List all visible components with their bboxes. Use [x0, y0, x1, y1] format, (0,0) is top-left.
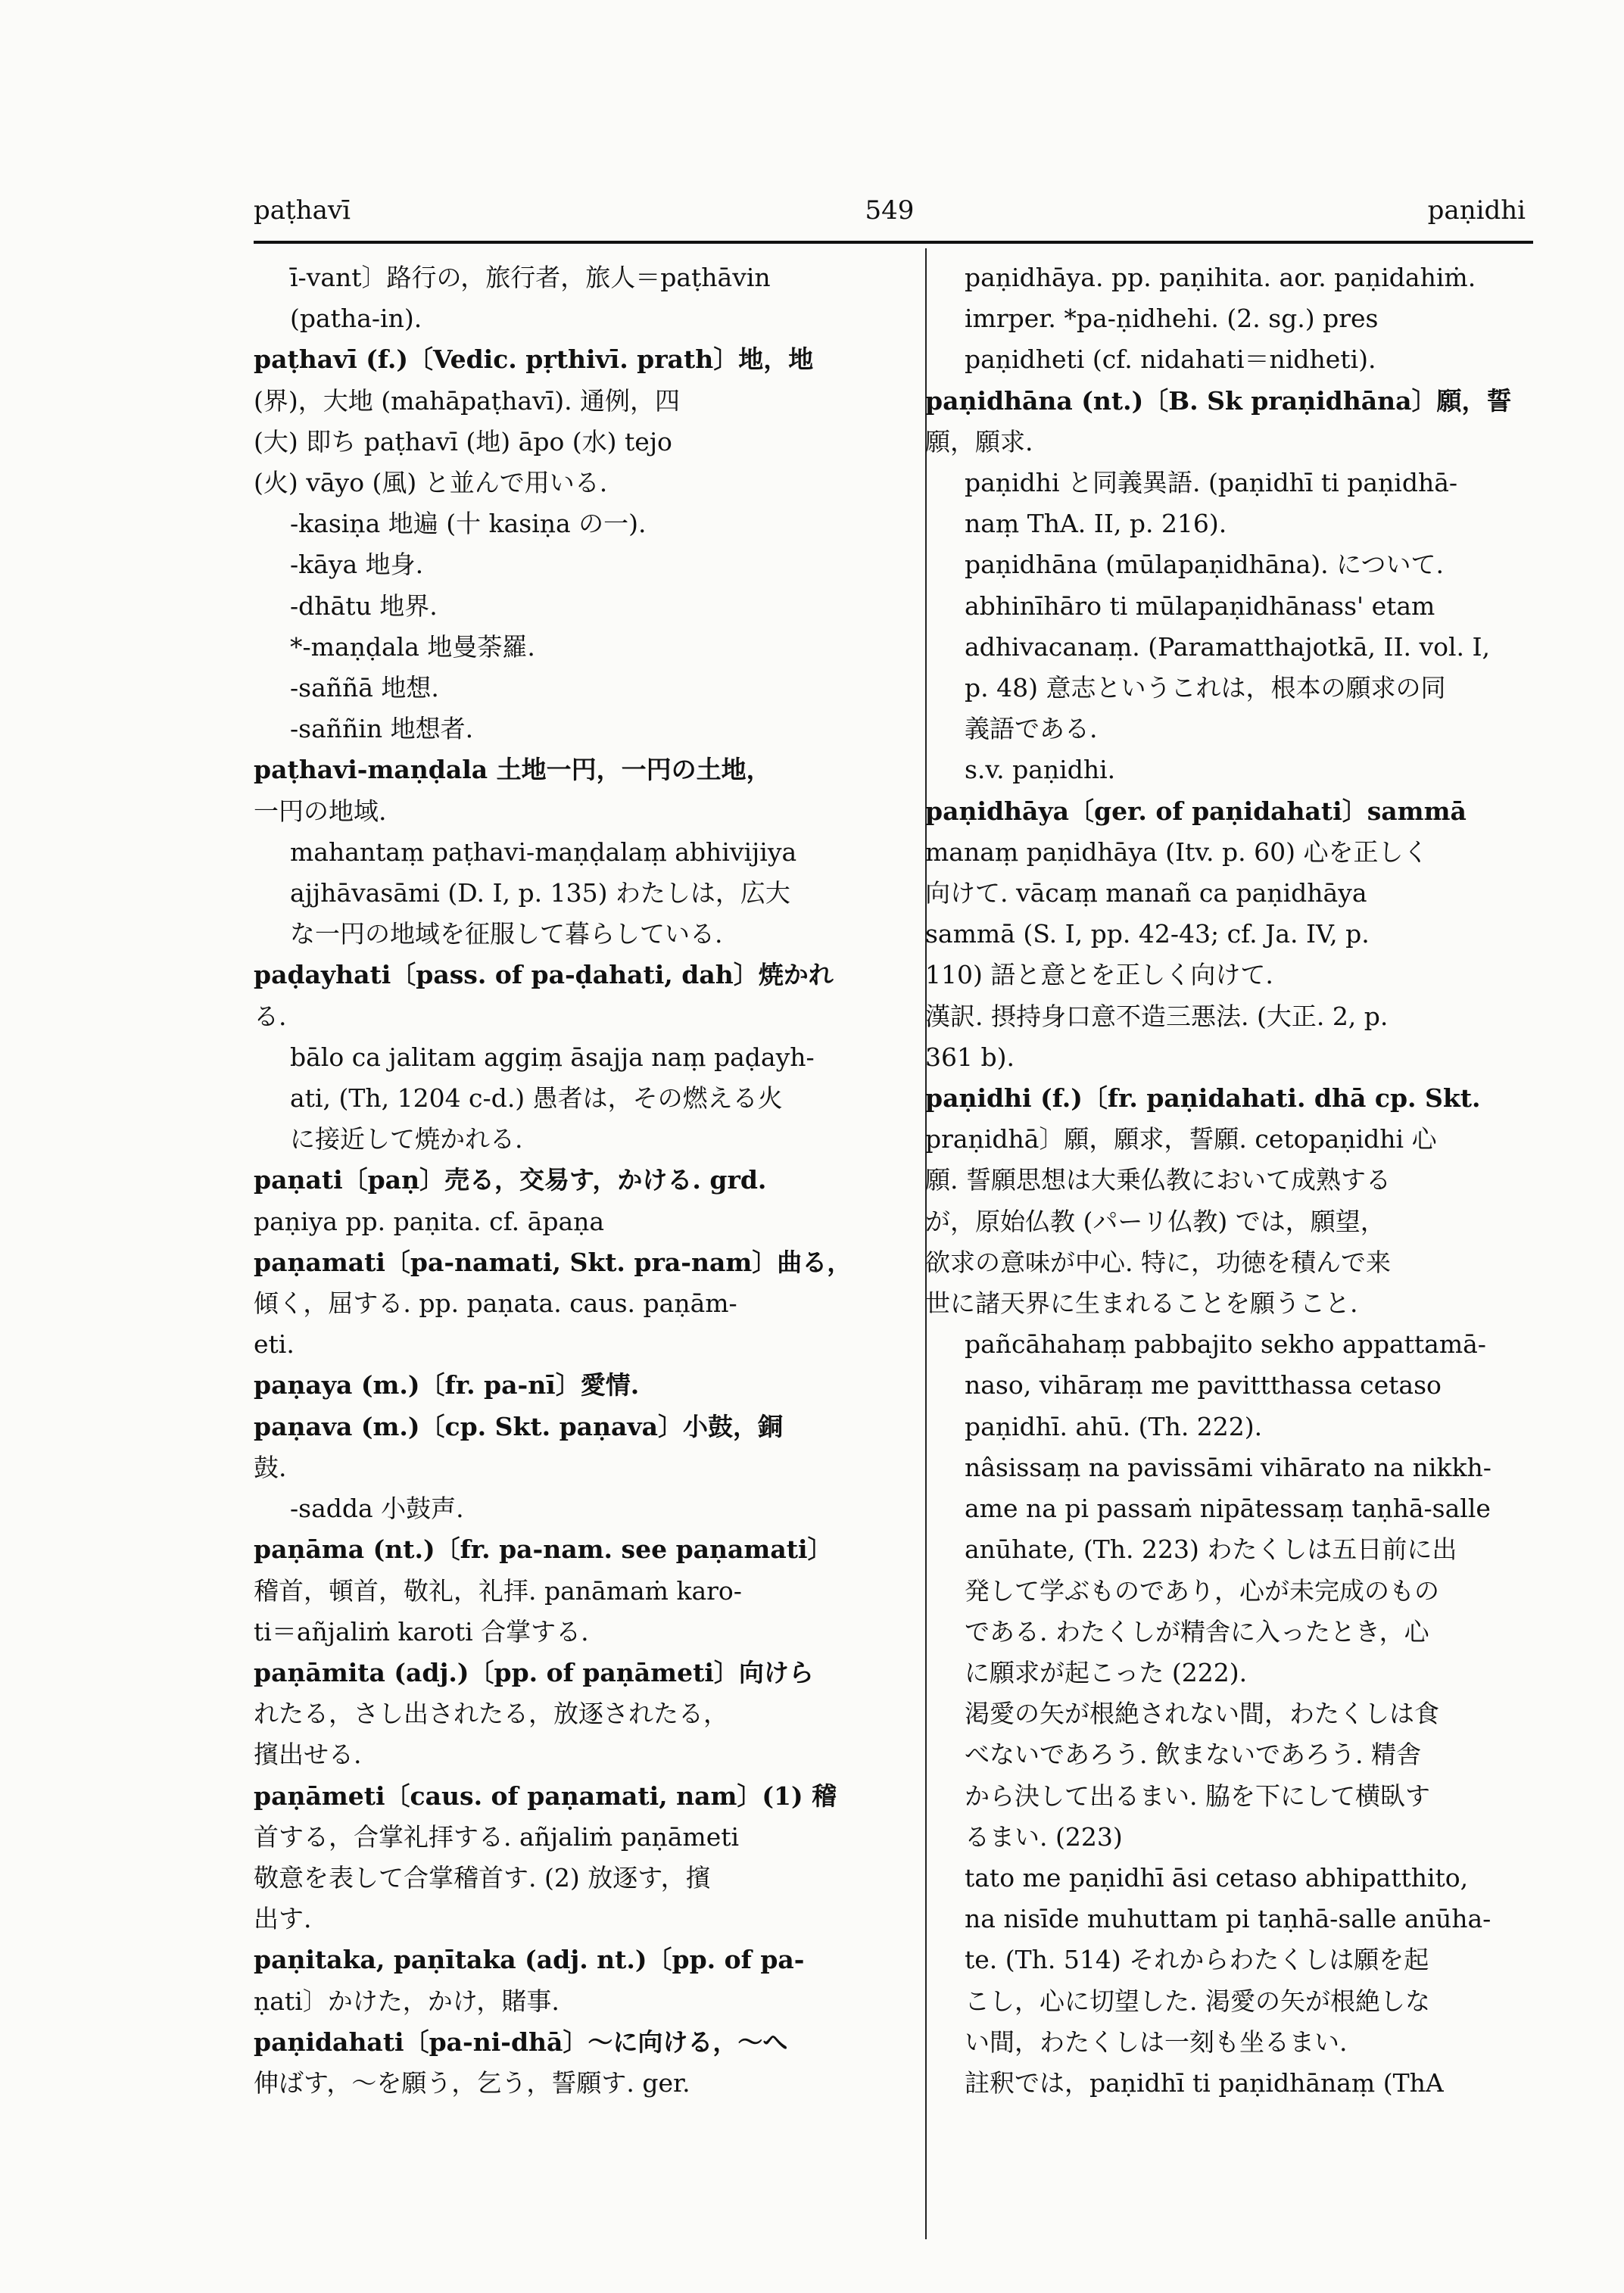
right-column — [925, 257, 1531, 2104]
text-line: *-maṇḍala 地曼荼羅. — [290, 631, 535, 662]
entry-panamati — [254, 1242, 897, 1366]
text-line: に願求が起こった (222). — [965, 1657, 1248, 1687]
text-line: 一円の地域. — [254, 796, 387, 826]
text-line: paṇidhī. ahū. (Th. 222). — [965, 1411, 1263, 1441]
example-pathavi-mandala — [254, 832, 897, 955]
text-line: nâsissaṃ na pavissāmi vihārato na nikkh- — [965, 1452, 1492, 1482]
entry-continuation — [254, 257, 897, 339]
entry-panidahati — [254, 2022, 897, 2104]
text-line: 渇愛の矢が根絶されない間，わたくしは食 — [965, 1699, 1439, 1729]
text-line: べないであろう. 飲まないであろう. 精舎 — [965, 1740, 1421, 1770]
text-line: praṇidhā〕願，願求，誓願. cetopaṇidhi 心 — [925, 1124, 1437, 1154]
text-line: paṇāma (nt.)〔fr. pa-nam. see paṇamati〕 — [254, 1534, 833, 1565]
text-line: こし，心に切望した. 渇愛の矢が根絶しな — [965, 1986, 1430, 2016]
text-line: tato me paṇidhī āsi cetaso abhipatthito, — [965, 1862, 1469, 1893]
entry-panava — [254, 1407, 897, 1488]
text-line: が，原始仏教 (パーリ仏教) では，願望， — [925, 1206, 1386, 1236]
text-line: る. — [254, 1001, 287, 1031]
entry-panamita — [254, 1653, 897, 1776]
text-line: れたる，さし出されたる，放逐されたる， — [254, 1699, 728, 1729]
text-line: naṃ ThA. II, p. 216). — [965, 509, 1227, 539]
text-line: 110) 語と意とを正しく向けて. — [925, 960, 1273, 990]
text-line: から決して出るまい. 脇を下にして横臥す — [965, 1781, 1430, 1811]
text-line: paṇati〔paṇ〕売る，交易す，かける. grd. — [254, 1165, 767, 1195]
left-running-headword: paṭhavī — [254, 195, 351, 226]
text-line: 願，願求. — [925, 426, 1033, 456]
text-line: ti＝añjaliṁ karoti 合掌する. — [254, 1616, 589, 1647]
header-rule — [254, 241, 1533, 244]
text-line: paṇidhāna (mūlapaṇidhāna). について. — [965, 550, 1444, 580]
text-line: pañcāhahaṃ pabbajito sekho appattamā- — [965, 1329, 1486, 1360]
text-line: paṇidheti (cf. nidahati＝nidheti). — [965, 344, 1376, 375]
text-line: 擯出せる. — [254, 1740, 362, 1770]
text-line: paṭhavi-maṇḍala 土地一円，一円の土地， — [254, 755, 771, 785]
text-line: paṭhavī (f.)〔Vedic. pṛthivī. prath〕地，地 — [254, 344, 814, 375]
text-line: s.v. paṇidhi. — [965, 755, 1116, 785]
text-line: paṇidhi (f.)〔fr. paṇidahati. dhā cp. Skt. — [925, 1083, 1481, 1114]
text-line: mahantaṃ paṭhavi-maṇḍalaṃ abhivijiya — [290, 837, 797, 867]
text-line: abhinīhāro ti mūlapaṇidhānass' etam — [965, 590, 1435, 621]
entry-panati — [254, 1160, 897, 1242]
text-line: paṇamati〔pa-namati, Skt. pra-nam〕曲る， — [254, 1247, 853, 1277]
entry-panameti — [254, 1776, 897, 1940]
text-line: 伸ばす，～を願う，乞う，誓願す. ger. — [254, 2067, 690, 2098]
text-line: 註釈では，paṇidhī ti paṇidhānaṃ (ThA — [965, 2067, 1444, 2098]
text-line: te. (Th. 514) それからわたくしは願を起 — [965, 1945, 1429, 1975]
text-line: (火) vāyo (風) と並んで用いる. — [254, 468, 608, 498]
text-line: 傾く，屈する. pp. paṇata. caus. paṇām- — [254, 1288, 737, 1319]
text-line: naso, vihāraṃ me pavittthassa cetaso — [965, 1370, 1442, 1400]
entry-panidhi — [925, 1078, 1531, 1324]
text-line: na nisīde muhuttam pi taṇhā-salle anūha- — [965, 1904, 1492, 1934]
subentry-panava — [254, 1488, 897, 1529]
text-line: anūhate, (Th. 223) わたくしは五日前に出 — [965, 1534, 1457, 1565]
right-running-headword: paṇidhi — [1427, 195, 1526, 226]
text-line: 向けて. vācaṃ manañ ca paṇidhāya — [925, 878, 1367, 908]
text-line: 義語である. — [965, 714, 1098, 744]
text-line: -saññin 地想者. — [290, 714, 474, 744]
text-line: 敬意を表して合掌稽首す. (2) 放逐す，擯 — [254, 1862, 711, 1893]
text-line: い間，わたくしは一刻も坐るまい. — [965, 2027, 1348, 2057]
entry-panama — [254, 1529, 897, 1653]
text-line: である. わたくしが精舎に入ったとき，心 — [965, 1616, 1429, 1647]
text-line: ame na pi passaṁ nipātessaṃ taṇhā-salle — [965, 1494, 1491, 1524]
text-line: 欲求の意味が中心. 特に，功徳を積んで来 — [925, 1247, 1391, 1277]
text-line: な一円の地域を征服して暮らしている. — [290, 919, 723, 949]
entry-panitaka — [254, 1939, 897, 2021]
text-line: -kāya 地身. — [290, 550, 424, 580]
text-line: p. 48) 意志というこれは，根本の願求の同 — [965, 673, 1446, 703]
text-line: paṇidhi と同義異語. (paṇidhī ti paṇidhā- — [965, 468, 1458, 498]
text-line: 首する，合掌礼拝する. añjaliṁ paṇāmeti — [254, 1821, 740, 1852]
page-number: 549 — [865, 195, 915, 226]
text-line: manaṃ paṇidhāya (Itv. p. 60) 心を正しく — [925, 837, 1429, 867]
text-line: paṇidahati〔pa-ni-dhā〕～に向ける，～へ — [254, 2027, 788, 2057]
text-line: 発して学ぶものであり，心が未完成のもの — [965, 1575, 1439, 1606]
text-line: -saññā 地想. — [290, 673, 439, 703]
text-line: paṇitaka, paṇītaka (adj. nt.)〔pp. of pa- — [254, 1945, 805, 1975]
subentries-pathavi — [254, 503, 897, 749]
notes-panidhana — [925, 463, 1531, 791]
text-line: ṇati〕かけた，かけ，賭事. — [254, 1986, 560, 2016]
entry-panaya — [254, 1365, 897, 1406]
text-line: adhivacanaṃ. (Paramatthajotkā, II. vol. I, — [965, 631, 1491, 662]
examples-panidhi — [925, 1324, 1531, 2104]
text-line: imrper. *pa-ṇidhehi. (2. sg.) pres — [965, 304, 1379, 334]
entry-pathavi-mandala — [254, 749, 897, 831]
page-header — [254, 195, 1526, 239]
text-line: paṇidhāna (nt.)〔B. Sk praṇidhāna〕願，誓 — [925, 385, 1512, 416]
text-line: 鼓. — [254, 1452, 287, 1482]
text-line: 稽首，頓首，敬礼，礼拝. panāmaṁ karo- — [254, 1575, 742, 1606]
text-line: ī-vant〕路行の，旅行者，旅人＝paṭhāvin — [290, 263, 771, 292]
left-column — [254, 257, 897, 2104]
text-line: るまい. (223) — [965, 1821, 1123, 1852]
text-line: -dhātu 地界. — [290, 590, 438, 621]
text-line: (patha-in). — [290, 304, 422, 334]
text-line: 世に諸天界に生まれることを願うこと. — [925, 1288, 1358, 1319]
text-line: -kasiṇa 地遍 (十 kasiṇa の一). — [290, 509, 647, 539]
entry-panidhaya — [925, 791, 1531, 1078]
text-line: sammā (S. I, pp. 42-43; cf. Ja. IV, p. — [925, 919, 1370, 949]
text-line: paṇaya (m.)〔fr. pa-nī〕愛情. — [254, 1370, 640, 1400]
entry-pathavi — [254, 339, 897, 503]
text-line: 漢訳. 摂持身口意不造三悪法. (大正. 2, p. — [925, 1001, 1389, 1031]
example-padayhati — [254, 1037, 897, 1161]
text-line: ati, (Th, 1204 c-d.) 愚者は，その燃える火 — [290, 1083, 783, 1114]
text-line: paṇiya pp. paṇita. cf. āpaṇa — [254, 1206, 605, 1236]
text-line: (界)，大地 (mahāpaṭhavī). 通例，四 — [254, 385, 681, 416]
text-line: paṇāmita (adj.)〔pp. of paṇāmeti〕向けら — [254, 1657, 814, 1687]
text-line: 願. 誓願思想は大乗仏教において成熟する — [925, 1165, 1391, 1195]
text-line: paḍayhati〔pass. of pa-ḍahati, dah〕焼かれ — [254, 960, 834, 990]
text-line: -sadda 小鼓声. — [290, 1494, 464, 1524]
text-line: paṇidhāya〔ger. of paṇidahati〕sammā — [925, 796, 1467, 826]
entry-continuation — [925, 257, 1531, 381]
entry-padayhati — [254, 955, 897, 1036]
entry-panidhana — [925, 381, 1531, 463]
text-line: eti. — [254, 1329, 295, 1360]
text-line: に接近して焼かれる. — [290, 1124, 523, 1154]
text-line: 出す. — [254, 1904, 312, 1934]
text-line: paṇidhāya. pp. paṇihita. aor. paṇidahiṁ. — [965, 263, 1476, 292]
text-line: (大) 即ち paṭhavī (地) āpo (水) tejo — [254, 426, 672, 456]
text-line: bālo ca jalitam aggiṃ āsajja naṃ paḍayh- — [290, 1042, 815, 1072]
text-line: paṇāmeti〔caus. of paṇamati, nam〕(1) 稽 — [254, 1781, 837, 1811]
text-line: ajjhāvasāmi (D. I, p. 135) わたしは，広大 — [290, 878, 790, 908]
text-line: paṇava (m.)〔cp. Skt. paṇava〕小鼓，銅 — [254, 1411, 783, 1441]
text-line: 361 b). — [925, 1042, 1015, 1072]
